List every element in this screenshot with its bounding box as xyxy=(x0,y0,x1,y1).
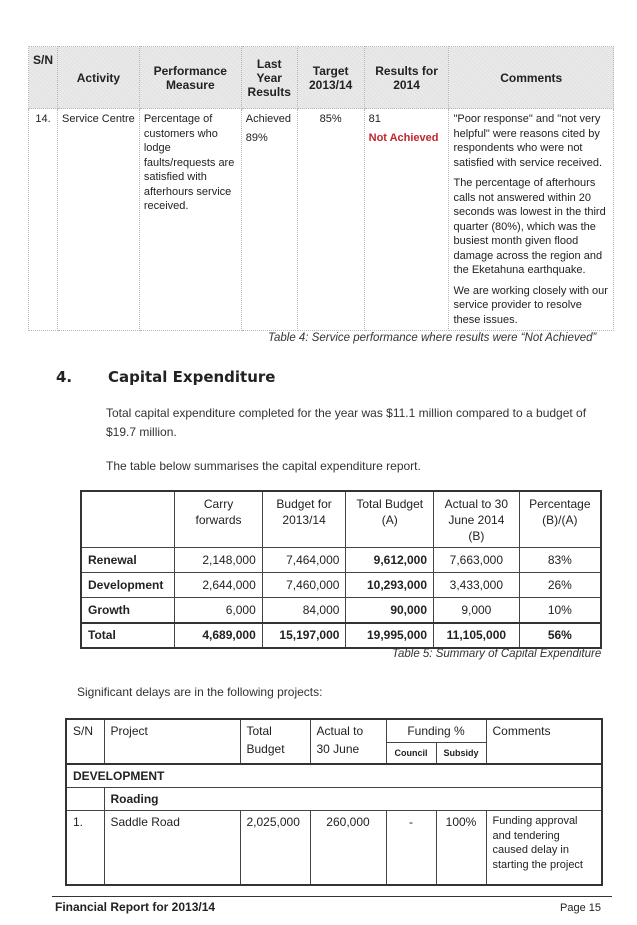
row-label: Development xyxy=(81,573,175,598)
table-row xyxy=(81,548,601,573)
header-budget: Budget for 2013/14 xyxy=(262,491,346,548)
header-comments: Comments xyxy=(486,719,602,764)
cell-total: 90,000 xyxy=(346,598,434,623)
group-row xyxy=(66,764,602,788)
row-activity: Service Centre xyxy=(58,109,140,331)
row-budget: 2,025,000 xyxy=(240,811,310,885)
row-last-year xyxy=(241,109,297,331)
cell-total: 10,293,000 xyxy=(346,573,434,598)
table-row xyxy=(81,573,601,598)
service-performance-table xyxy=(28,46,614,331)
section-title: Capital Expenditure xyxy=(108,368,276,386)
table-header-row xyxy=(66,719,602,743)
cell-carry: 4,689,000 xyxy=(175,623,262,648)
cell-total: 19,995,000 xyxy=(346,623,434,648)
group-development: DEVELOPMENT xyxy=(66,764,602,788)
row-label: Growth xyxy=(81,598,175,623)
delayed-projects-table xyxy=(65,718,603,886)
header-actual: Actual to 30 June 2014 (B) xyxy=(434,491,520,548)
table4-caption: Table 4: Service performance where results were “Not Achieved” xyxy=(268,332,597,344)
header-actual xyxy=(310,719,386,764)
last-year-value: 89% xyxy=(245,131,268,144)
header-last-year-results: Last Year Results xyxy=(241,47,297,109)
cell-carry: 2,644,000 xyxy=(175,573,262,598)
row-result xyxy=(364,109,449,331)
table-row xyxy=(66,811,602,885)
cell-budget: 7,460,000 xyxy=(262,573,346,598)
budget-label: Budget xyxy=(246,742,285,756)
cell-pct: 83% xyxy=(519,548,601,573)
header-target: Target 2013/14 xyxy=(297,47,364,109)
capex-summary-paragraph: Total capital expenditure completed for the year was $11.1 million compared to a budget of $19.7 million. xyxy=(106,406,587,439)
subgroup-blank xyxy=(66,788,104,811)
table-header-row xyxy=(81,491,601,548)
header-project: Project xyxy=(104,719,240,764)
header-blank xyxy=(81,491,175,548)
header-funding: Funding % xyxy=(386,719,486,743)
footer-title: Financial Report for 2013/14 xyxy=(55,900,216,914)
cell-actual: 9,000 xyxy=(434,598,520,623)
actual-label: Actual to xyxy=(316,724,364,738)
table-row xyxy=(81,598,601,623)
cell-budget: 15,197,000 xyxy=(262,623,346,648)
header-carry-forwards: Carry forwards xyxy=(175,491,262,548)
cell-carry: 6,000 xyxy=(175,598,262,623)
header-results: Results for 2014 xyxy=(364,47,449,109)
header-performance-measure: Performance Measure xyxy=(139,47,241,109)
row-subsidy: 100% xyxy=(436,811,486,885)
cell-budget: 84,000 xyxy=(262,598,346,623)
row-comments xyxy=(449,109,614,331)
comment-paragraph-3: We are working closely with our service provider to resolve these issues. xyxy=(453,284,608,326)
header-council: Council xyxy=(386,743,436,765)
table-row-total xyxy=(81,623,601,648)
header-comments: Comments xyxy=(449,47,614,109)
cell-actual: 3,433,000 xyxy=(434,573,520,598)
capex-summary-table xyxy=(80,490,602,649)
last-year-status: Achieved xyxy=(245,113,291,125)
cell-actual: 7,663,000 xyxy=(434,548,520,573)
cell-pct: 10% xyxy=(519,598,601,623)
comment-paragraph-1: "Poor response" and "not very helpful" were reasons cited by respondents who were not satisfied with service received. xyxy=(453,113,603,169)
row-measure: Percentage of customers who lodge faults/requests are satisfied with afterhours service received. xyxy=(139,109,241,331)
row-comment: Funding approval and tendering caused delay in starting the project xyxy=(486,811,602,885)
result-status: Not Achieved xyxy=(368,131,439,144)
header-total-budget xyxy=(240,719,310,764)
header-subsidy: Subsidy xyxy=(436,743,486,765)
cell-pct: 56% xyxy=(519,623,601,648)
header-sn: S/N xyxy=(29,47,58,109)
row-sn: 1. xyxy=(66,811,104,885)
total-label: Total xyxy=(246,724,272,738)
delays-intro: Significant delays are in the following projects: xyxy=(77,685,323,699)
header-sn: S/N xyxy=(66,719,104,764)
row-label: Renewal xyxy=(81,548,175,573)
header-percentage: Percentage (B)/(A) xyxy=(519,491,601,548)
footer-rule xyxy=(52,896,612,897)
cell-total: 9,612,000 xyxy=(346,548,434,573)
header-total-budget: Total Budget (A) xyxy=(346,491,434,548)
cell-carry: 2,148,000 xyxy=(175,548,262,573)
capex-intro-paragraph: The table below summarises the capital expenditure report. xyxy=(106,459,421,473)
cell-actual: 11,105,000 xyxy=(434,623,520,648)
table-header-row xyxy=(29,47,614,109)
row-project: Saddle Road xyxy=(104,811,240,885)
row-sn: 14. xyxy=(29,109,58,331)
section-number: 4. xyxy=(56,368,73,386)
row-council: - xyxy=(386,811,436,885)
june-label: 30 June xyxy=(316,742,360,756)
table5-caption: Table 5: Summary of Capital Expenditure xyxy=(392,648,602,660)
cell-pct: 26% xyxy=(519,573,601,598)
table-row xyxy=(29,109,614,331)
subgroup-row xyxy=(66,788,602,811)
cell-budget: 7,464,000 xyxy=(262,548,346,573)
header-activity: Activity xyxy=(58,47,140,109)
page-number: Page 15 xyxy=(560,902,601,914)
comment-paragraph-2: The percentage of afterhours calls not answered within 20 seconds was lowest in the third quarter (80%), which was the busiest month given flood damage across the region and the Eketahuna earthquake. xyxy=(453,177,606,276)
row-label: Total xyxy=(81,623,175,648)
row-target: 85% xyxy=(297,109,364,331)
result-value: 81 xyxy=(368,113,381,125)
subgroup-roading: Roading xyxy=(104,788,602,811)
row-actual: 260,000 xyxy=(310,811,386,885)
